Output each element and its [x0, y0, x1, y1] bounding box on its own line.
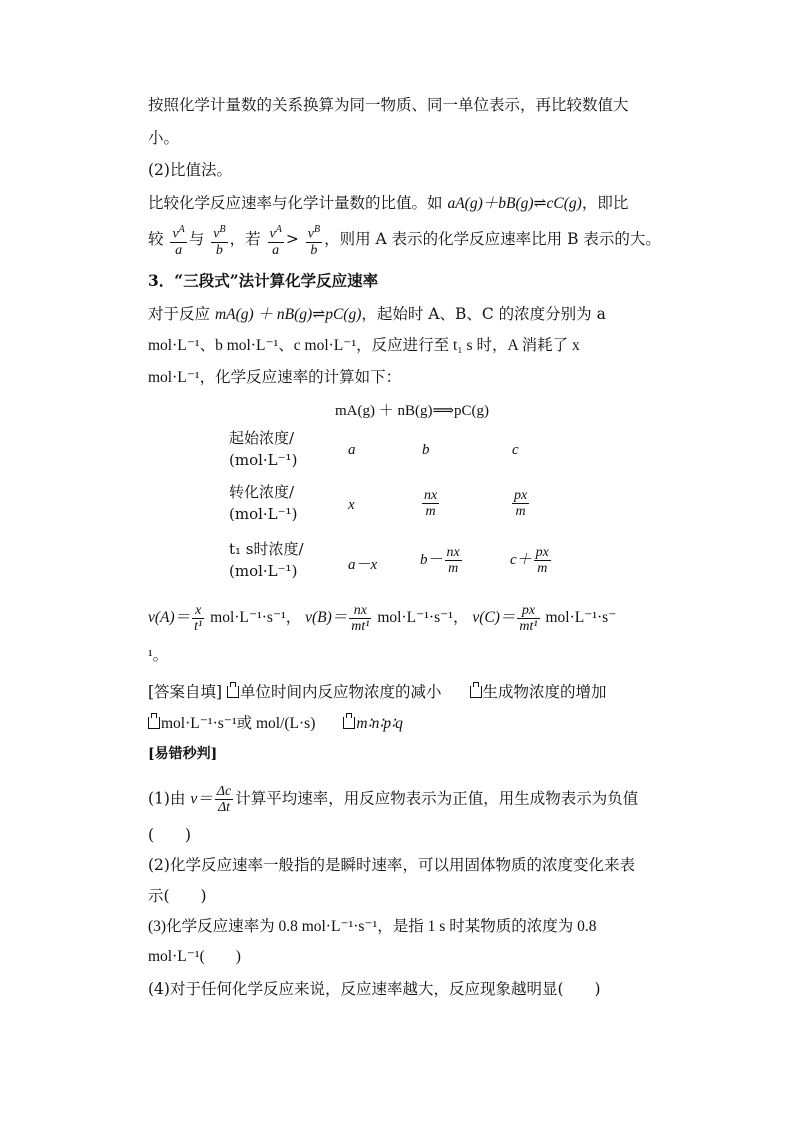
row3-b: b－ $\frac{nx}{m}$	[420, 545, 460, 576]
question-4: (4)对于任何化学反应来说，反应速率越大，反应现象越明显( )	[148, 980, 601, 998]
question-3-line1: (3)化学反应速率为 0.8 mol·L⁻¹·s⁻¹，是指 1 s 时某物质的浓度为 0.8	[148, 918, 597, 935]
para3-line2: mol·L⁻¹、b mol·L⁻¹、c mol·L⁻¹，反应进行至 t₁ s 时，A 消耗了 x	[148, 337, 580, 354]
item2-heading: (2)比值法。	[148, 161, 232, 179]
table-header: mA(g) ＋ nB(g)⟹pC(g)	[335, 403, 489, 419]
row3-label: t₁ s时浓度/ (mol·L⁻¹)	[229, 540, 304, 580]
row2-label: 转化浓度/ (mol·L⁻¹)	[229, 483, 298, 523]
fraction-va-a-2: $\frac{v^A}{a}$	[269, 224, 282, 258]
question-1-paren: ( )	[148, 826, 192, 844]
fill-blank-icon	[470, 686, 482, 698]
para1-line1: 按照化学计量数的关系换算为同一物质、同一单位表示，再比较数值大	[148, 96, 629, 114]
row2-a: x	[348, 497, 355, 513]
para2-line1: 比较化学反应速率与化学计量数的比值。如 aA(g)＋bB(g)⇌cC(g)，即比	[148, 194, 629, 212]
answer-line1: [答案自填] 单位时间内反应物浓度的减小 生成物浓度的增加	[148, 683, 607, 701]
rate-tail: ¹。	[148, 647, 169, 664]
row1-label: 起始浓度/ (mol·L⁻¹)	[229, 429, 298, 469]
row3-a: a－x	[348, 557, 378, 573]
fill-blank-icon	[343, 717, 355, 729]
para3-line3: mol·L⁻¹，化学反应速率的计算如下：	[148, 369, 402, 386]
question-2-line2: 示( )	[148, 887, 207, 905]
row1-b: b	[422, 442, 430, 458]
para1-line2: 小。	[148, 129, 180, 147]
row1-c: c	[512, 442, 519, 458]
fraction-va-a: $\frac{v^A}{a}$	[172, 224, 185, 258]
rate-formulas: v(A)＝ $\frac{x}{\text{t¹}}$ mol·L⁻¹·s⁻¹， v(B)＝ $\frac{nx}{\text{mt¹}}$ mol·L⁻¹·s⁻¹， v(C)＝ $\frac{px}{\text{mt¹}}$ mol·L⁻¹·s⁻	[148, 603, 617, 634]
answer-line2: mol·L⁻¹·s⁻¹或 mol/(L·s) m∶n∶p∶q	[148, 714, 403, 734]
heading-3: 3．“三段式”法计算化学反应速率	[148, 271, 379, 290]
question-3-line2: mol·L⁻¹( )	[148, 948, 241, 965]
row1-a: a	[348, 442, 356, 458]
row2-c: $\frac{px}{m}$	[514, 488, 528, 519]
fill-blank-icon	[227, 686, 239, 698]
section-title: [易错秒判]	[148, 746, 218, 762]
question-1: (1)由 v＝ $\frac{\Delta c}{\Delta t}$ 计算平均速率，用反应物表示为正值，用生成物表示为负值	[148, 784, 639, 815]
fraction-vb-b-2: $\frac{v^B}{b}$	[307, 224, 321, 258]
question-2-line1: (2)化学反应速率一般指的是瞬时速率，可以用固体物质的浓度变化来表	[148, 856, 635, 874]
para3-line1: 对于反应 mA(g) ＋ nB(g)⇌pC(g)，起始时 A、B、C 的浓度分别为 a	[148, 305, 606, 323]
row3-c: c＋ $\frac{px}{m}$	[510, 545, 549, 576]
para2-line2: 较 $\frac{v^A}{a}$ 与 $\frac{v^B}{b}$ ，若 $\frac{v^A}{a}$ > $\frac{v^B}{b}$ ，则用 A 表示的化学反应速率比用 B 表示的大。	[148, 224, 661, 258]
fill-blank-icon	[148, 717, 160, 729]
fraction-vb-b: $\frac{v^B}{b}$	[213, 224, 226, 258]
row2-b: $\frac{nx}{m}$	[424, 488, 438, 519]
